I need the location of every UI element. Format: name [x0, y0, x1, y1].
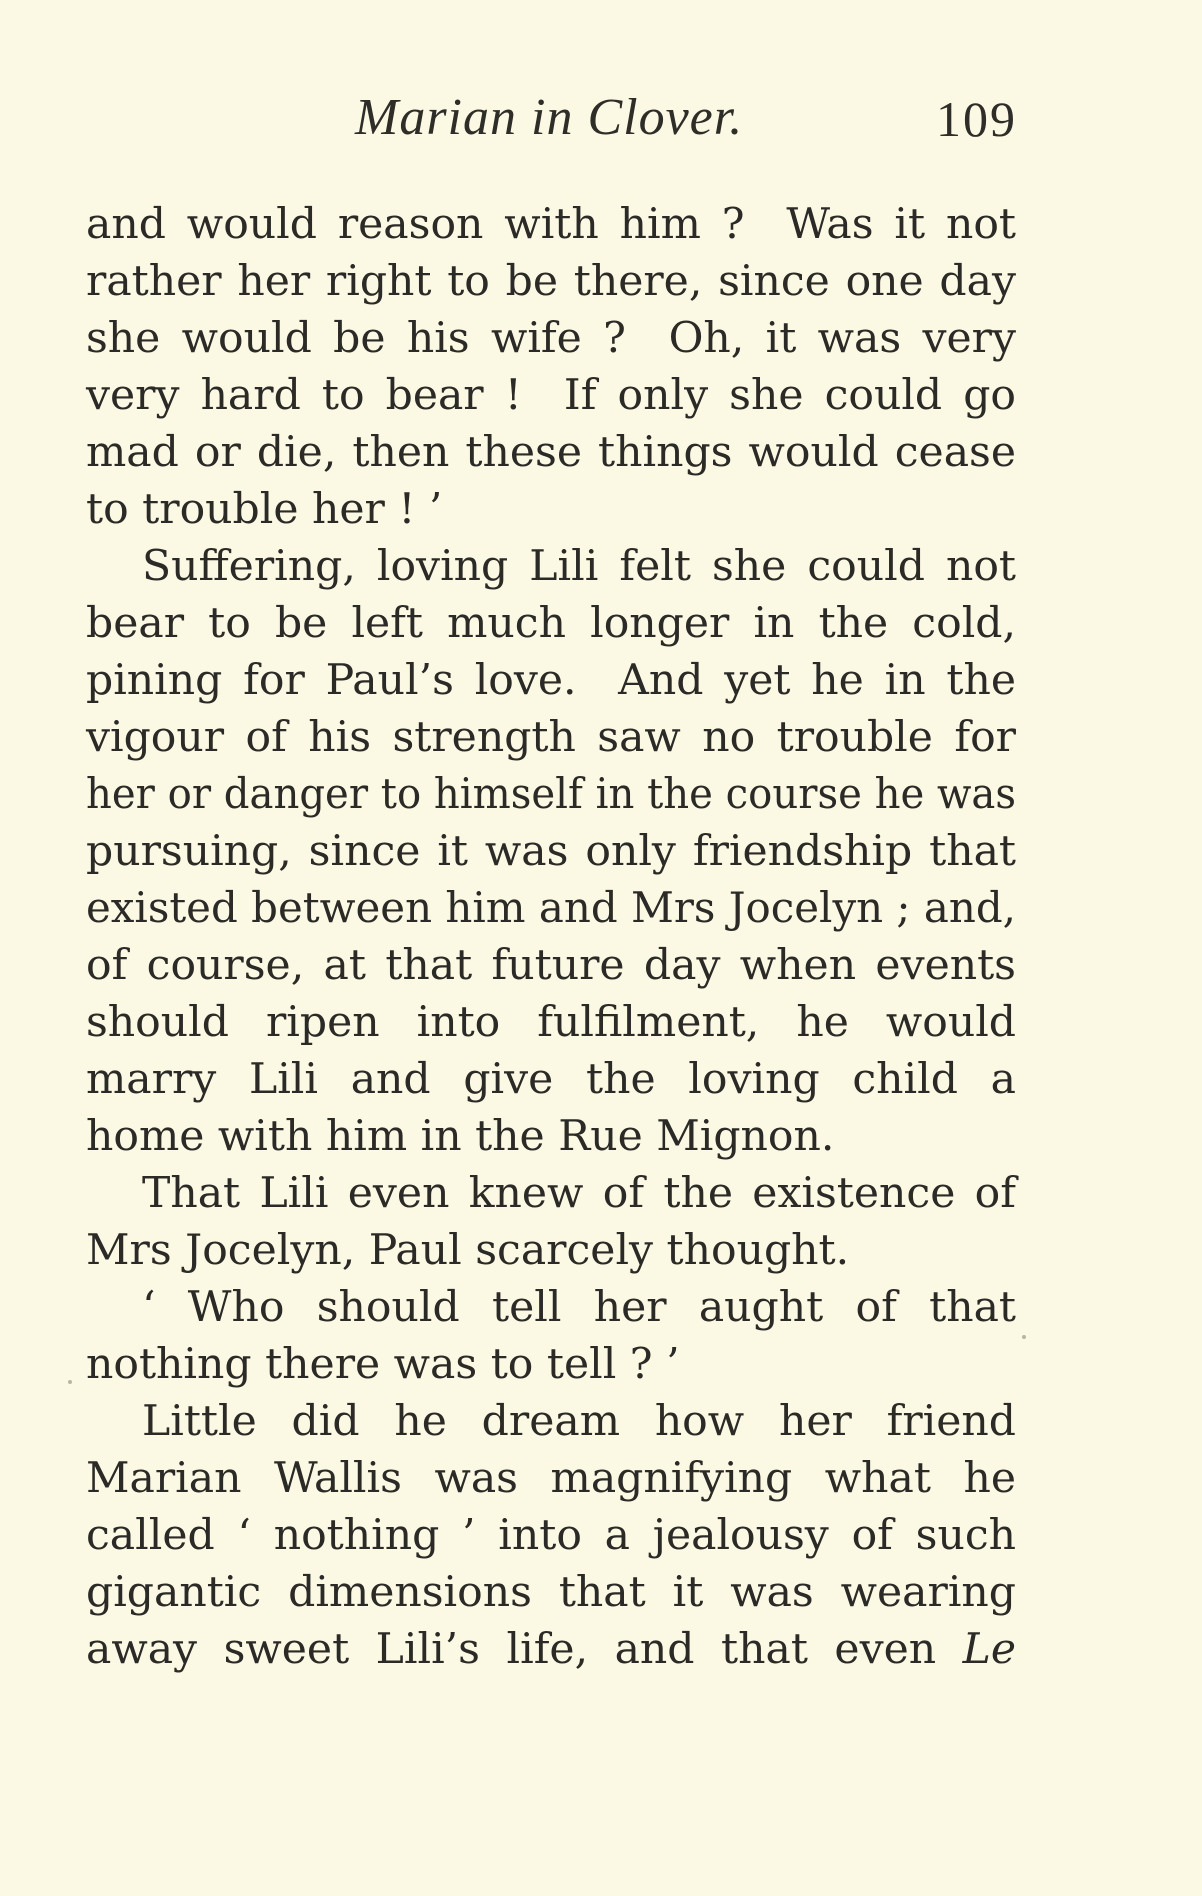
text-line	[86, 310, 1016, 367]
text-line	[86, 424, 1016, 481]
text-line	[86, 1279, 1016, 1336]
text-line-content: marry Lili and give the loving child a	[86, 1055, 1016, 1104]
text-line-content: mad or die, then these things would cease	[86, 428, 1016, 477]
text-line	[86, 709, 1016, 766]
text-line-content: called ‘ nothing ’ into a jealousy of such	[86, 1511, 1016, 1560]
text-line	[86, 481, 1016, 538]
body-text	[86, 196, 1016, 1678]
text-line-content: should ripen into fulfilment, he would	[86, 998, 1016, 1047]
text-line-content: home with him in the Rue Mignon.	[86, 1112, 835, 1161]
text-line-content: nothing there was to tell ? ’	[86, 1340, 680, 1389]
text-line	[86, 823, 1016, 880]
text-line	[86, 253, 1016, 310]
text-line	[86, 1165, 1016, 1222]
text-line	[86, 937, 1016, 994]
text-line-content: ‘ Who should tell her aught of that	[142, 1283, 1016, 1332]
paper-speck	[1022, 1335, 1026, 1339]
text-line	[86, 1507, 1016, 1564]
text-line-content: vigour of his strength saw no trouble for	[86, 713, 1016, 762]
text-line	[86, 1336, 1016, 1393]
text-line-content: bear to be left much longer in the cold,	[86, 599, 1016, 648]
text-line-content: Suffering, loving Lili felt she could not	[142, 542, 1016, 591]
text-line	[86, 1108, 1016, 1165]
text-line	[86, 766, 1016, 823]
text-line-content: and would reason with him ? Was it not	[86, 200, 1016, 249]
text-line	[86, 1564, 1016, 1621]
text-line	[86, 595, 1016, 652]
running-head	[355, 88, 1017, 158]
text-line-content: gigantic dimensions that it was wearing	[86, 1568, 1016, 1617]
text-line-content: existed between him and Mrs Jocelyn ; and,	[86, 884, 1016, 933]
text-line	[86, 880, 1016, 937]
text-line-content: rather her right to be there, since one day	[86, 257, 1016, 306]
text-line	[86, 538, 1016, 595]
text-line-content: very hard to bear ! If only she could go	[86, 371, 1016, 420]
running-title: Marian in Clover.	[355, 89, 744, 146]
text-line	[86, 196, 1016, 253]
text-line-content: of course, at that future day when events	[86, 941, 1016, 990]
text-line-content: pining for Paul’s love. And yet he in the	[86, 656, 1016, 705]
text-line-content: That Lili even knew of the existence of	[142, 1169, 1016, 1218]
text-line	[86, 994, 1016, 1051]
page-number: 109	[936, 91, 1017, 147]
text-line	[86, 1621, 1016, 1678]
text-line	[86, 1222, 1016, 1279]
italic-word: Le	[962, 1625, 1017, 1674]
text-line	[86, 1051, 1016, 1108]
text-line-content: pursuing, since it was only friendship that	[86, 827, 1016, 876]
paper-speck	[68, 1380, 72, 1384]
text-line-content: Mrs Jocelyn, Paul scarcely thought.	[86, 1226, 850, 1275]
text-line-content: she would be his wife ? Oh, it was very	[86, 314, 1016, 363]
text-line-content: to trouble her ! ’	[86, 485, 443, 534]
text-line-content: Little did he dream how her friend	[142, 1397, 1016, 1446]
text-line	[86, 1450, 1016, 1507]
text-line	[86, 652, 1016, 709]
text-line	[86, 1393, 1016, 1450]
text-line-content: her or danger to himself in the course he was	[86, 770, 1016, 819]
text-line-content: away sweet Lili’s life, and that even	[86, 1625, 937, 1674]
text-line	[86, 367, 1016, 424]
text-line-content: Marian Wallis was magnifying what he	[86, 1454, 1016, 1503]
